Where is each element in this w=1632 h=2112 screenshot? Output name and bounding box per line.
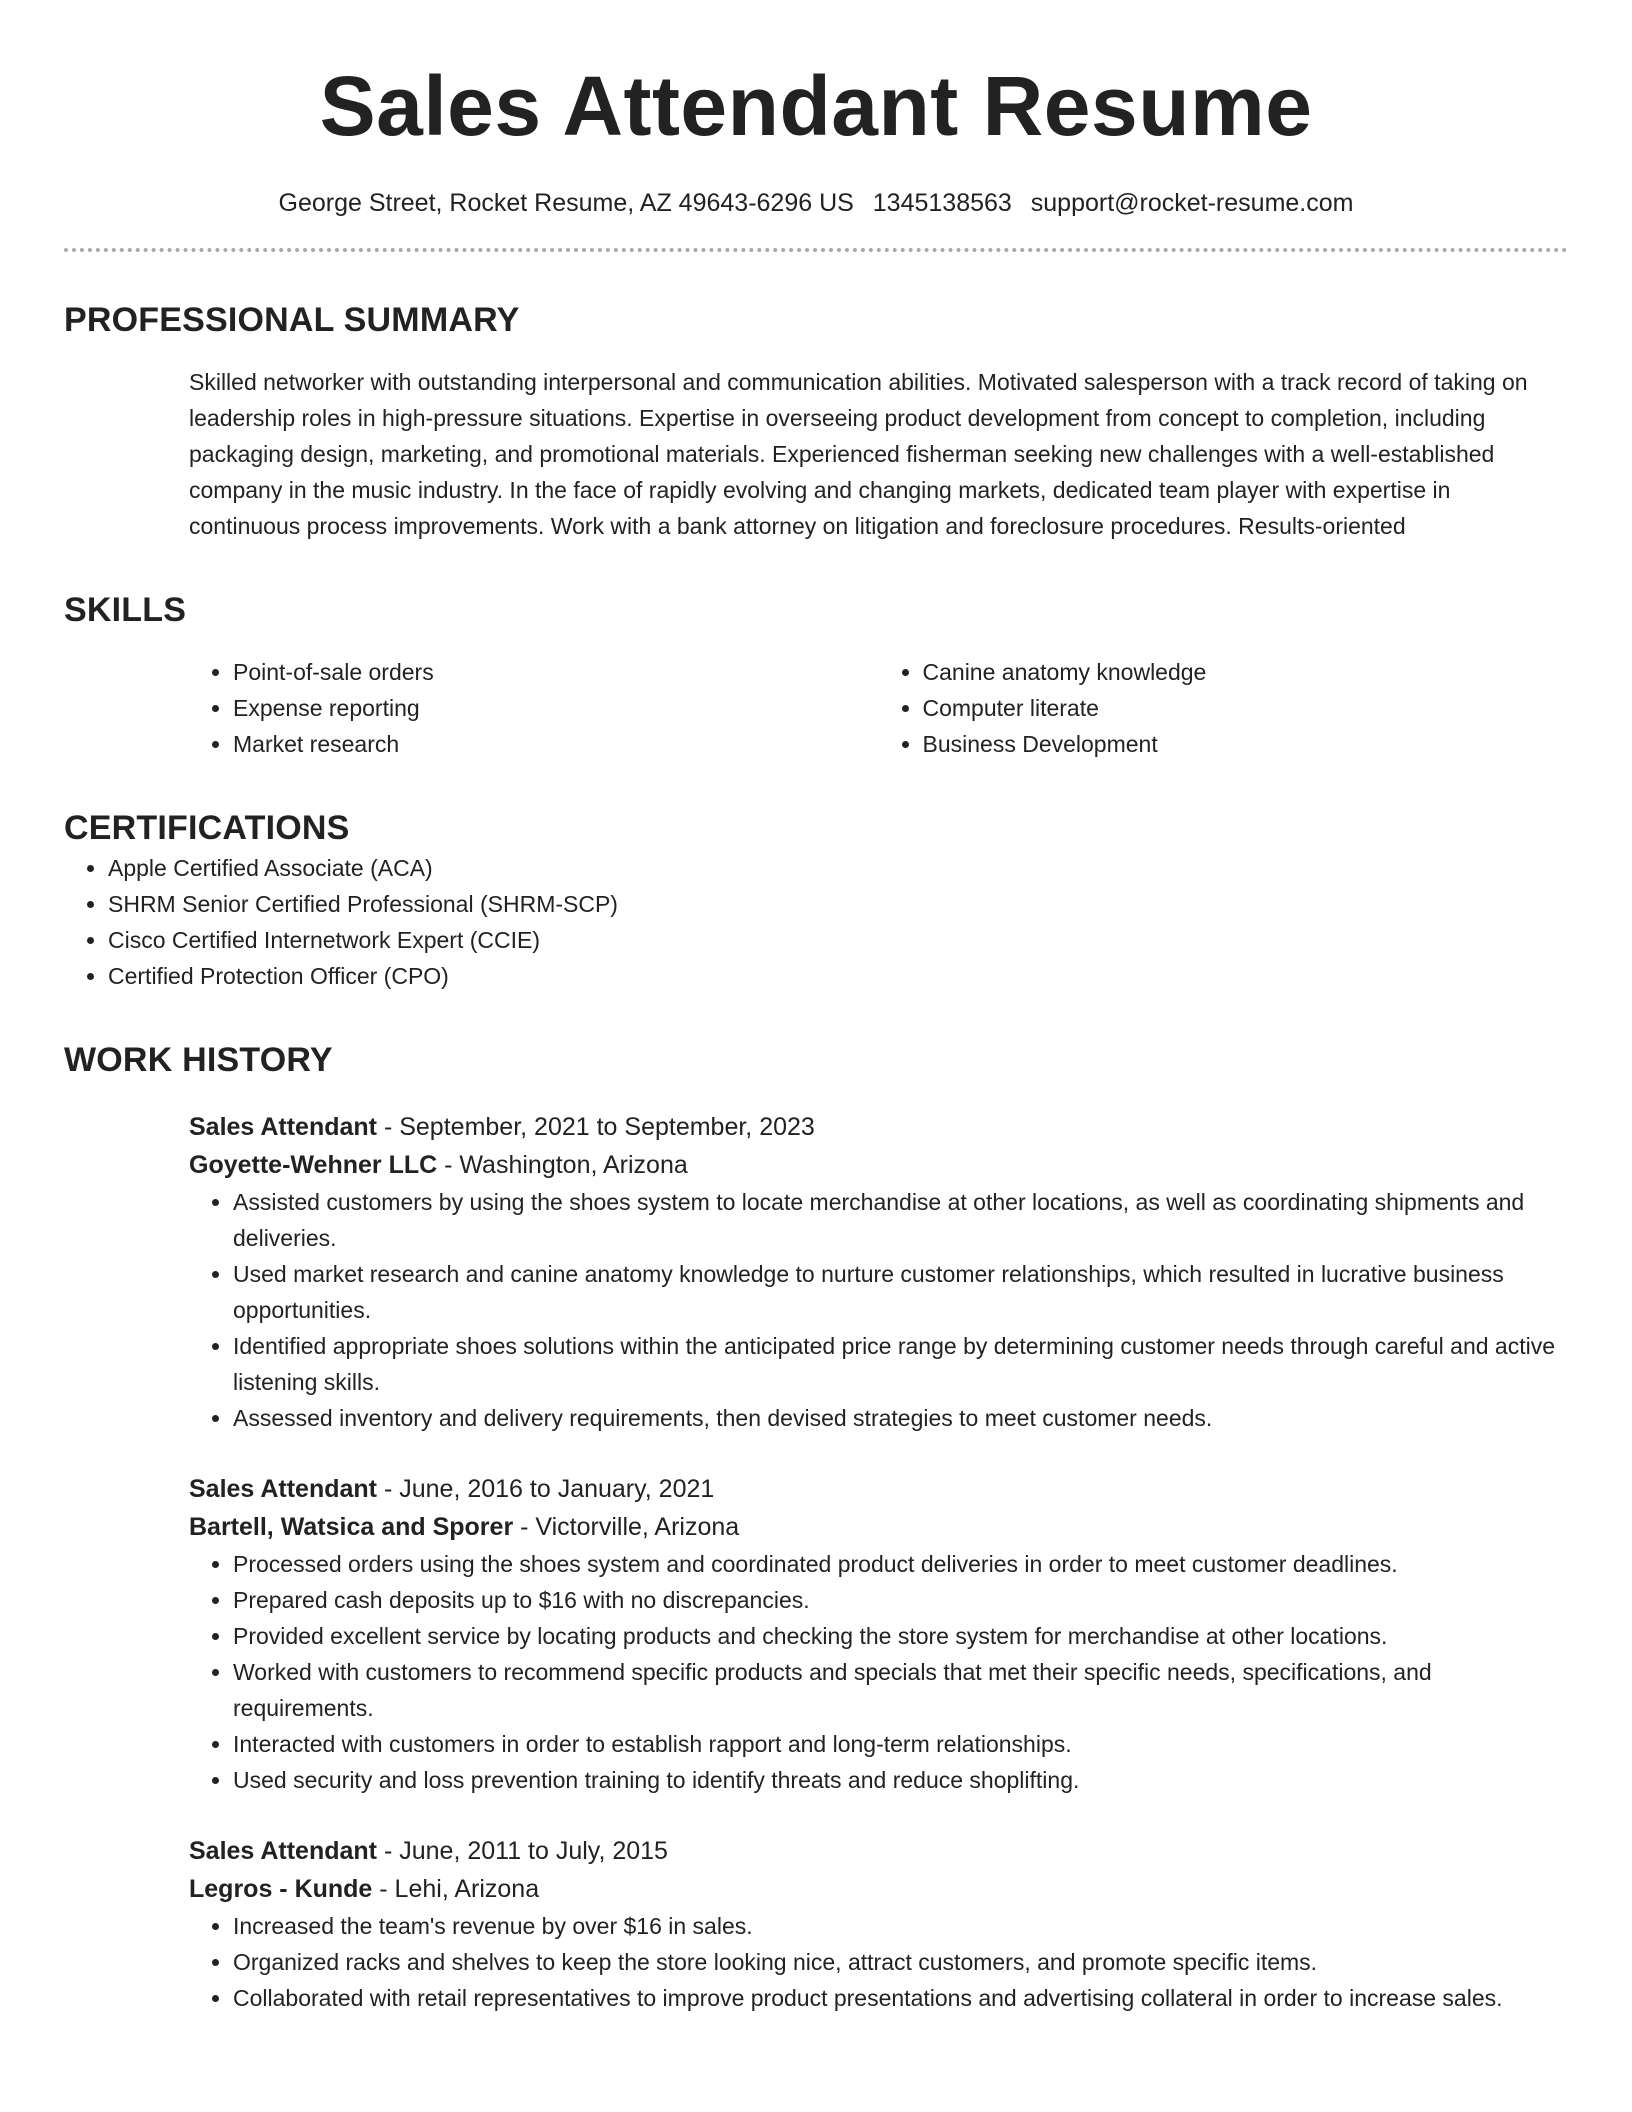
certifications-list [64, 850, 1568, 994]
job-location: - Victorville, Arizona [513, 1513, 740, 1541]
contact-phone: 1345138563 [872, 189, 1012, 217]
job-location: - Washington, Arizona [437, 1151, 688, 1179]
skills-list-right [879, 654, 1569, 762]
skill-item: • Canine anatomy knowledge [923, 654, 1569, 690]
job-bullet: • Organized racks and shelves to keep the store looking nice, attract customers, and promote specific items. [233, 1944, 1568, 1980]
header-divider [64, 248, 1568, 252]
job-bullets [189, 1184, 1568, 1436]
section-title-certifications: CERTIFICATIONS [64, 809, 350, 847]
job-entry [189, 1470, 1568, 1798]
job-entry [189, 1832, 1568, 2016]
job-location: - Lehi, Arizona [372, 1875, 540, 1903]
contact-info [64, 186, 1568, 220]
skill-item: • Market research [233, 726, 879, 762]
job-role-line [189, 1108, 1568, 1146]
job-company-line [189, 1146, 1568, 1184]
summary-text: Skilled networker with outstanding interpersonal and communication abilities. Motivated salesperson with a track record of taking on leadership roles in high-pressure situations. Expertise in overseeing product development from concept to completion, including packaging design, marketing, and promotional materials. Experienced fisherman seeking new challenges with a well-established company in the music industry. In the face of rapidly evolving and changing markets, dedicated team player with expertise in continuous process improvements. Work with a bank attorney on litigation and foreclosure procedures. Results-oriented [189, 369, 1528, 539]
job-bullet: • Increased the team's revenue by over $16 in sales. [233, 1908, 1568, 1944]
job-dates: - June, 2016 to January, 2021 [377, 1475, 715, 1503]
job-bullet: • Collaborated with retail representatives to improve product presentations and advertising collateral in order to increase sales. [233, 1980, 1568, 2016]
skill-item: • Expense reporting [233, 690, 879, 726]
certifications-section [64, 806, 1568, 994]
job-bullet: • Prepared cash deposits up to $16 with no discrepancies. [233, 1582, 1568, 1618]
job-company-line [189, 1870, 1568, 1908]
job-bullet: • Identified appropriate shoes solutions within the anticipated price range by determining customer needs through careful and active listening skills. [233, 1328, 1568, 1400]
job-bullet: • Interacted with customers in order to establish rapport and long-term relationships. [233, 1726, 1568, 1762]
section-title-summary: PROFESSIONAL SUMMARY [64, 301, 520, 339]
skills-section [64, 588, 1568, 762]
certification-item: • SHRM Senior Certified Professional (SHRM-SCP) [108, 886, 1568, 922]
job-role: Sales Attendant [189, 1113, 378, 1141]
resume-title: Sales Attendant Resume [319, 59, 1313, 153]
skills-grid [189, 654, 1568, 762]
job-role-line [189, 1832, 1568, 1870]
skill-item: • Business Development [923, 726, 1569, 762]
section-title-work-history: WORK HISTORY [64, 1041, 333, 1079]
job-bullet: • Provided excellent service by locating products and checking the store system for merchandise at other locations. [233, 1618, 1568, 1654]
job-bullet: • Assisted customers by using the shoes system to locate merchandise at other locations, as well as coordinating shipments and deliveries. [233, 1184, 1568, 1256]
job-bullet: • Assessed inventory and delivery requirements, then devised strategies to meet customer needs. [233, 1400, 1568, 1436]
skills-list-left [189, 654, 879, 762]
certification-item: • Cisco Certified Internetwork Expert (CCIE) [108, 922, 1568, 958]
contact-address: George Street, Rocket Resume, AZ 49643-6296 US [278, 189, 854, 217]
job-bullet: • Used market research and canine anatomy knowledge to nurture customer relationships, which resulted in lucrative business opportunities. [233, 1256, 1568, 1328]
job-company: Goyette-Wehner LLC [189, 1151, 438, 1179]
job-dates: - September, 2021 to September, 2023 [377, 1113, 815, 1141]
job-bullet: • Used security and loss prevention training to identify threats and reduce shoplifting. [233, 1762, 1568, 1798]
job-company: Legros - Kunde [189, 1875, 373, 1903]
professional-summary-section [64, 298, 1568, 544]
job-bullets [189, 1546, 1568, 1798]
job-bullet: • Worked with customers to recommend specific products and specials that met their specific needs, specifications, and requirements. [233, 1654, 1568, 1726]
work-history-section [64, 1038, 1568, 2016]
certification-item: • Certified Protection Officer (CPO) [108, 958, 1568, 994]
job-role-line [189, 1470, 1568, 1508]
job-company: Bartell, Watsica and Sporer [189, 1513, 514, 1541]
section-title-skills: SKILLS [64, 591, 187, 629]
job-bullets [189, 1908, 1568, 2016]
contact-email: support@rocket-resume.com [1030, 189, 1354, 217]
job-bullet: • Processed orders using the shoes system and coordinated product deliveries in order to meet customer deadlines. [233, 1546, 1568, 1582]
job-role: Sales Attendant [189, 1475, 378, 1503]
job-dates: - June, 2011 to July, 2015 [377, 1837, 668, 1865]
job-entry [189, 1108, 1568, 1436]
job-role: Sales Attendant [189, 1837, 378, 1865]
skill-item: • Computer literate [923, 690, 1569, 726]
skill-item: • Point-of-sale orders [233, 654, 879, 690]
job-company-line [189, 1508, 1568, 1546]
certification-item: • Apple Certified Associate (ACA) [108, 850, 1568, 886]
